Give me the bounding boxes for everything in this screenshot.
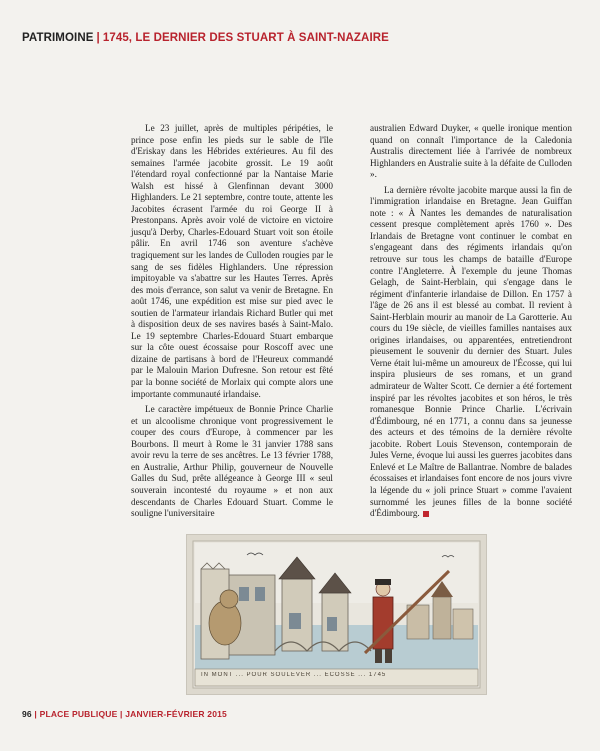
tapestry-caption: IN MONT ... POUR SOULEVER ... ÉCOSSE ... 1745	[201, 672, 387, 678]
footer-separator: |	[34, 709, 38, 719]
paragraph	[370, 185, 572, 520]
text-column-right	[370, 123, 572, 520]
tapestry-image	[186, 534, 487, 695]
magazine-name: PLACE PUBLIQUE	[39, 709, 118, 719]
header-separator: |	[96, 32, 100, 44]
section-header	[22, 32, 389, 44]
text-column-left	[131, 123, 333, 520]
paragraph-text: La dernière révolte jacobite marque aussi la fin de l'immigration irlandaise en Bretagne. Jean Guiffan note : « À Nantes les demandes de naturalisation cessent presque complètement après 1760 ». Des Irlandais de Bretagne vont continuer le combat en s'engageant dans des régiments irlandais qu'on retrouve sur tous les champs de bataille d'Europe contre l'Angleterre. À l'exemple du jeune Thomas Gelagh, de Saint-Herblain, qui s'engage dans le régiment d'infanterie irlandaise de Dillon. En 1757 à l'âge de 26 ans il est blessé au combat. Il revient à Saint-Herblain mourir au manoir de La Garotterie. Au cours du 19e siècle, de vieilles familles nantaises aux origines irlandaises, ou apparentées, entretiendront pieusement le souvenir du dernier des Stuart. Jules Verne était lui-même un amoureux de l'Écosse, qui lui inspira plusieurs de ses romans, et un grand admirateur de Walter Scott. Ce dernier a été fortement inspiré par les révoltes jacobites et son héros, le très romanesque Bonnie Prince Charlie. L'écrivain d'Édimbourg, né en 1771, a connu dans sa jeunesse des acteurs et des témoins de la dernière révolte jacobite. Robert Louis Stevenson, contemporain de Jules Verne, évoque lui aussi les guerres jacobites dans Enlevé et Le Maître de Ballantrae. Nombre de balades écossaises et irlandaises font encore de nos jours vivre la légende du « joli prince Stuart » comme l'avaient surnommé les jeunes filles de la bonne société d'Édimbourg.	[370, 184, 572, 519]
section-name: PATRIMOINE	[22, 32, 94, 44]
footer-separator: |	[120, 709, 123, 719]
paragraph: Le caractère impétueux de Bonnie Prince Charlie et un alcoolisme chronique vont progressivement le couper des cours d'Europe, à commencer par les Bourbons. Il meurt à Rome le 31 janvier 1788 sans avoir revu la terre de ses ancêtres. Le 13 février 1788, en Australie, Arthur Philip, gouverneur de Nouvelle Galles du Sud, prête allégeance à George III « seul souverain incontesté du royaume » et non aux descendants de Charles Edouard Stuart. Comme le souligne l'universitaire	[131, 404, 333, 519]
end-mark-icon	[423, 511, 429, 517]
paragraph: Le 23 juillet, après de multiples péripéties, le prince pose enfin les pieds sur le sable de l'île d'Eriskay dans les Hébrides extérieures. Au fil des semaines l'armée jacobite grossit. Le 19 août l'étendard royal confectionné par la Nantaise Marie Walsh est hissé à Glenfinnan devant 3000 Highlanders. Le 21 septembre, contre toute, attente les Jacobites écrasent l'armée du roi George II à Prestonpans. Après avoir volé de victoire en victoire jusqu'à Derby, Charles-Edouard Stuart voit son étoile pâlir. En avril 1746 son aventure s'achève tragiquement sur les landes de Culloden rougies par le sang de ses fidèles Highlanders. Une répression impitoyable va s'abattre sur les Hautes Terres. Après des mois d'errance, son salut va venir de Bretagne. En août 1746, une expédition est mise sur pied avec le soutien de l'armateur irlandais Richard Butler qui met à disposition deux de ses navires basés à Saint-Malo. Le 19 septembre Charles-Edouard Stuart embarque sur la côte ouest écossaise pour Roscoff avec une dizaine de partisans à bord de l'Heureux commandé par le Malouin Marion Dufresne. Son retour est fêté par la bonne société de Morlaix qui compte alors une importante communauté irlandaise.	[131, 123, 333, 399]
tapestry-illustration	[187, 535, 486, 694]
paragraph: australien Edward Duyker, « quelle ironique mention quand on connaît l'importance de la Caledonia Australis directement liée à l'arrivée de nombreux Highlanders en Australie suite à la défaite de Culloden ».	[370, 123, 572, 180]
page-number: 96	[22, 709, 32, 719]
article-title: 1745, LE DERNIER DES STUART À SAINT-NAZAIRE	[102, 32, 389, 44]
issue-date: JANVIER-FÉVRIER 2015	[125, 709, 227, 719]
page-footer	[22, 709, 227, 719]
